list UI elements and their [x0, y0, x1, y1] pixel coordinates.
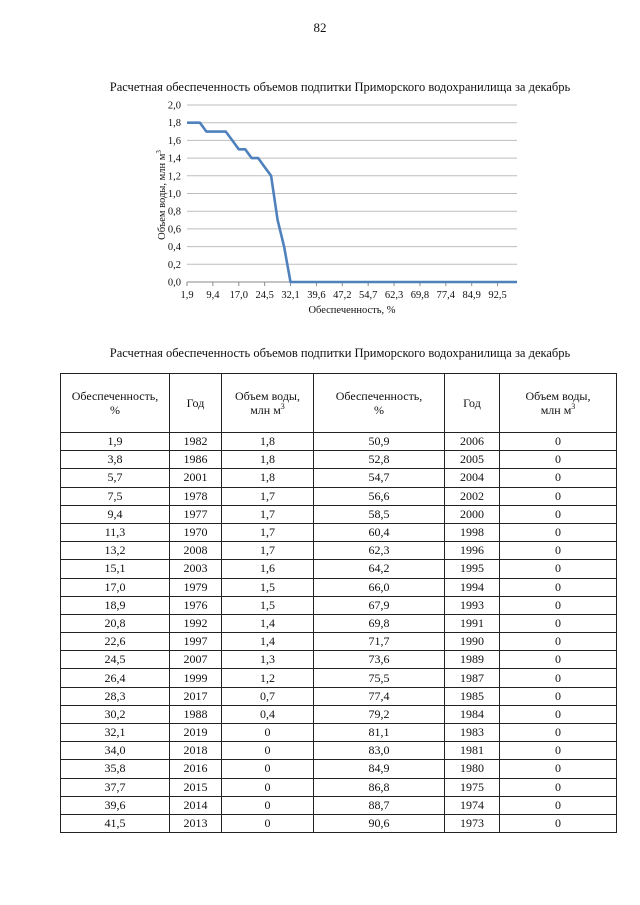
table-cell: 1,7	[222, 523, 314, 541]
table-row	[61, 633, 617, 651]
table-cell: 0	[222, 796, 314, 814]
table-row	[61, 523, 617, 541]
table-cell: 2003	[170, 560, 222, 578]
table-cell: 1999	[170, 669, 222, 687]
table-cell: 1,2	[222, 669, 314, 687]
x-tick-label: 32,1	[281, 290, 300, 301]
table-cell: 83,0	[314, 742, 445, 760]
table-cell: 17,0	[61, 578, 170, 596]
table-cell: 77,4	[314, 687, 445, 705]
table-cell: 50,9	[314, 433, 445, 451]
table-row	[61, 451, 617, 469]
y-tick-label: 1,4	[167, 153, 181, 165]
table-cell: 2005	[445, 451, 500, 469]
table-row	[61, 560, 617, 578]
table-cell: 32,1	[61, 724, 170, 742]
table-cell: 73,6	[314, 651, 445, 669]
table-cell: 22,6	[61, 633, 170, 651]
table-row	[61, 742, 617, 760]
col-header-volume-2: Объем воды, млн $м^3$	[500, 374, 617, 433]
table-cell: 0	[500, 451, 617, 469]
table-cell: 1,5	[222, 596, 314, 614]
chart-gridlines	[187, 105, 517, 282]
table-cell: 0	[500, 724, 617, 742]
table-cell: 1,8	[222, 433, 314, 451]
table-cell: 67,9	[314, 596, 445, 614]
x-tick-label: 77,4	[436, 290, 456, 301]
table-cell: 2001	[170, 469, 222, 487]
table-cell: 71,7	[314, 633, 445, 651]
table-cell: 1980	[445, 760, 500, 778]
table-row	[61, 614, 617, 632]
y-tick-label: 0,8	[167, 206, 181, 218]
x-axis-ticks	[180, 282, 506, 301]
table-cell: 0	[500, 814, 617, 832]
table-row	[61, 487, 617, 505]
table-cell: 2004	[445, 469, 500, 487]
table-cell: 1,8	[222, 469, 314, 487]
table-cell: 0	[222, 742, 314, 760]
table-cell: 79,2	[314, 705, 445, 723]
table-cell: 0	[500, 523, 617, 541]
table-cell: 0	[500, 778, 617, 796]
table-cell: 2015	[170, 778, 222, 796]
y-tick-label: 1,8	[167, 118, 181, 130]
table-cell: 0	[500, 705, 617, 723]
table-cell: 52,8	[314, 451, 445, 469]
y-tick-label: 1,6	[167, 135, 181, 147]
table-cell: 69,8	[314, 614, 445, 632]
table-cell: 1975	[445, 778, 500, 796]
table-cell: 1986	[170, 451, 222, 469]
table-cell: 0	[500, 742, 617, 760]
table-cell: 1993	[445, 596, 500, 614]
x-tick-label: 47,2	[333, 290, 352, 301]
table-cell: 11,3	[61, 523, 170, 541]
x-tick-label: 69,8	[410, 290, 430, 301]
supply-chart	[0, 95, 640, 325]
table-cell: 0	[500, 633, 617, 651]
table-cell: 1973	[445, 814, 500, 832]
table-cell: 1989	[445, 651, 500, 669]
x-tick-label: 84,9	[462, 290, 481, 301]
table-cell: 90,6	[314, 814, 445, 832]
x-tick-label: 1,9	[180, 290, 194, 301]
table-cell: 28,3	[61, 687, 170, 705]
y-axis-ticks	[168, 101, 182, 289]
table-cell: 0	[500, 505, 617, 523]
x-tick-label: 54,7	[358, 290, 378, 301]
table-row	[61, 542, 617, 560]
y-tick-label: 1,2	[167, 171, 181, 183]
table-cell: 1,4	[222, 633, 314, 651]
table-row	[61, 505, 617, 523]
table-row	[61, 469, 617, 487]
table-cell: 0	[500, 542, 617, 560]
col-header-probability: Обеспеченность, %	[61, 374, 170, 433]
table-row	[61, 596, 617, 614]
x-tick-label: 9,4	[206, 290, 220, 301]
table-cell: 0	[500, 578, 617, 596]
page-number: 82	[313, 20, 327, 35]
table-cell: 1988	[170, 705, 222, 723]
y-axis-label: Объем воды, млн $м^3$	[155, 150, 168, 240]
table-cell: 1984	[445, 705, 500, 723]
table-cell: 1987	[445, 669, 500, 687]
table-row	[61, 796, 617, 814]
table-cell: 2000	[445, 505, 500, 523]
y-tick-label: 2,0	[167, 100, 181, 112]
table-cell: 1983	[445, 724, 500, 742]
table-cell: 2014	[170, 796, 222, 814]
table-cell: 81,1	[314, 724, 445, 742]
table-cell: 2008	[170, 542, 222, 560]
table-cell: 62,3	[314, 542, 445, 560]
table-cell: 15,1	[61, 560, 170, 578]
table-cell: 1998	[445, 523, 500, 541]
table-cell: 60,4	[314, 523, 445, 541]
table-cell: 64,2	[314, 560, 445, 578]
table-cell: 54,7	[314, 469, 445, 487]
chart-title: Расчетная обеспеченность объемов подпитки Приморского водохранилища за декабрь	[109, 80, 571, 94]
table-header-row	[61, 374, 617, 433]
table-cell: 1970	[170, 523, 222, 541]
table-cell: 0	[500, 687, 617, 705]
x-tick-label: 39,6	[307, 290, 326, 301]
table-cell: 3,8	[61, 451, 170, 469]
table-cell: 58,5	[314, 505, 445, 523]
table-cell: 2019	[170, 724, 222, 742]
table-cell: 1997	[170, 633, 222, 651]
table-cell: 0	[500, 651, 617, 669]
table-cell: 41,5	[61, 814, 170, 832]
table-cell: 2018	[170, 742, 222, 760]
col-header-year: Год	[170, 374, 222, 433]
table-cell: 1990	[445, 633, 500, 651]
table-cell: 1985	[445, 687, 500, 705]
table-cell: 18,9	[61, 596, 170, 614]
table-cell: 1,7	[222, 487, 314, 505]
y-tick-label: 0,0	[167, 277, 181, 289]
table-cell: 20,8	[61, 614, 170, 632]
table-cell: 1,7	[222, 505, 314, 523]
table-row	[61, 669, 617, 687]
table-cell: 1995	[445, 560, 500, 578]
table-cell: 24,5	[61, 651, 170, 669]
y-tick-label: 0,4	[167, 242, 181, 254]
table-cell: 75,5	[314, 669, 445, 687]
table-cell: 0	[500, 796, 617, 814]
table-cell: 5,7	[61, 469, 170, 487]
table-cell: 0	[500, 669, 617, 687]
table-cell: 26,4	[61, 669, 170, 687]
table-cell: 34,0	[61, 742, 170, 760]
table-cell: 0	[222, 814, 314, 832]
table-row	[61, 687, 617, 705]
table-cell: 1979	[170, 578, 222, 596]
table-cell: 2013	[170, 814, 222, 832]
table-title: Расчетная обеспеченность объемов подпитки Приморского водохранилища за декабрь	[109, 346, 571, 360]
table-cell: 86,8	[314, 778, 445, 796]
table-cell: 1981	[445, 742, 500, 760]
y-tick-label: 0,6	[167, 224, 181, 236]
table-cell: 1992	[170, 614, 222, 632]
table-cell: 39,6	[61, 796, 170, 814]
table-cell: 0	[500, 469, 617, 487]
y-tick-label: 1,0	[167, 189, 181, 200]
table-cell: 1,8	[222, 451, 314, 469]
table-cell: 1,3	[222, 651, 314, 669]
table-row	[61, 778, 617, 796]
table-row	[61, 814, 617, 832]
table-cell: 37,7	[61, 778, 170, 796]
table-body	[61, 433, 617, 833]
table-row	[61, 433, 617, 451]
table-cell: 84,9	[314, 760, 445, 778]
table-cell: 1,4	[222, 614, 314, 632]
y-tick-label: 0,2	[167, 259, 181, 271]
x-tick-label: 24,5	[255, 290, 274, 301]
table-cell: 0,4	[222, 705, 314, 723]
series-line	[187, 123, 517, 282]
table-cell: 0	[500, 560, 617, 578]
table-cell: 0	[500, 433, 617, 451]
x-tick-label: 92,5	[488, 290, 507, 301]
table-row	[61, 578, 617, 596]
table-cell: 0	[500, 760, 617, 778]
table-cell: 0	[222, 724, 314, 742]
table-cell: 0	[222, 760, 314, 778]
col-header-volume: Объем воды, млн $м^3$	[222, 374, 314, 433]
table-row	[61, 651, 617, 669]
table-cell: 1976	[170, 596, 222, 614]
table-row	[61, 724, 617, 742]
table-cell: 66,0	[314, 578, 445, 596]
table-cell: 30,2	[61, 705, 170, 723]
col-header-year-2: Год	[445, 374, 500, 433]
table-cell: 88,7	[314, 796, 445, 814]
table-cell: 1974	[445, 796, 500, 814]
table-cell: 0,7	[222, 687, 314, 705]
table-cell: 1,6	[222, 560, 314, 578]
table-cell: 1978	[170, 487, 222, 505]
table-row	[61, 760, 617, 778]
table-cell: 1996	[445, 542, 500, 560]
x-tick-label: 62,3	[384, 290, 404, 301]
x-axis-label: Обеспеченность, %	[308, 305, 396, 316]
table-cell: 2017	[170, 687, 222, 705]
table-cell: 2006	[445, 433, 500, 451]
table-cell: 1,7	[222, 542, 314, 560]
table-cell: 1994	[445, 578, 500, 596]
table-cell: 35,8	[61, 760, 170, 778]
table-cell: 1,9	[61, 433, 170, 451]
table-cell: 0	[500, 487, 617, 505]
table-cell: 0	[500, 614, 617, 632]
table-cell: 2007	[170, 651, 222, 669]
table-cell: 2016	[170, 760, 222, 778]
table-cell: 1,5	[222, 578, 314, 596]
table-cell: 2002	[445, 487, 500, 505]
supply-table	[60, 373, 617, 833]
table-cell: 1991	[445, 614, 500, 632]
table-cell: 0	[222, 778, 314, 796]
table-cell: 13,2	[61, 542, 170, 560]
table-cell: 1977	[170, 505, 222, 523]
table-cell: 1982	[170, 433, 222, 451]
table-row	[61, 705, 617, 723]
table-cell: 9,4	[61, 505, 170, 523]
x-tick-label: 17,0	[229, 290, 248, 301]
col-header-probability-2: Обеспеченность, %	[314, 374, 445, 433]
table-cell: 56,6	[314, 487, 445, 505]
table-cell: 7,5	[61, 487, 170, 505]
table-cell: 0	[500, 596, 617, 614]
